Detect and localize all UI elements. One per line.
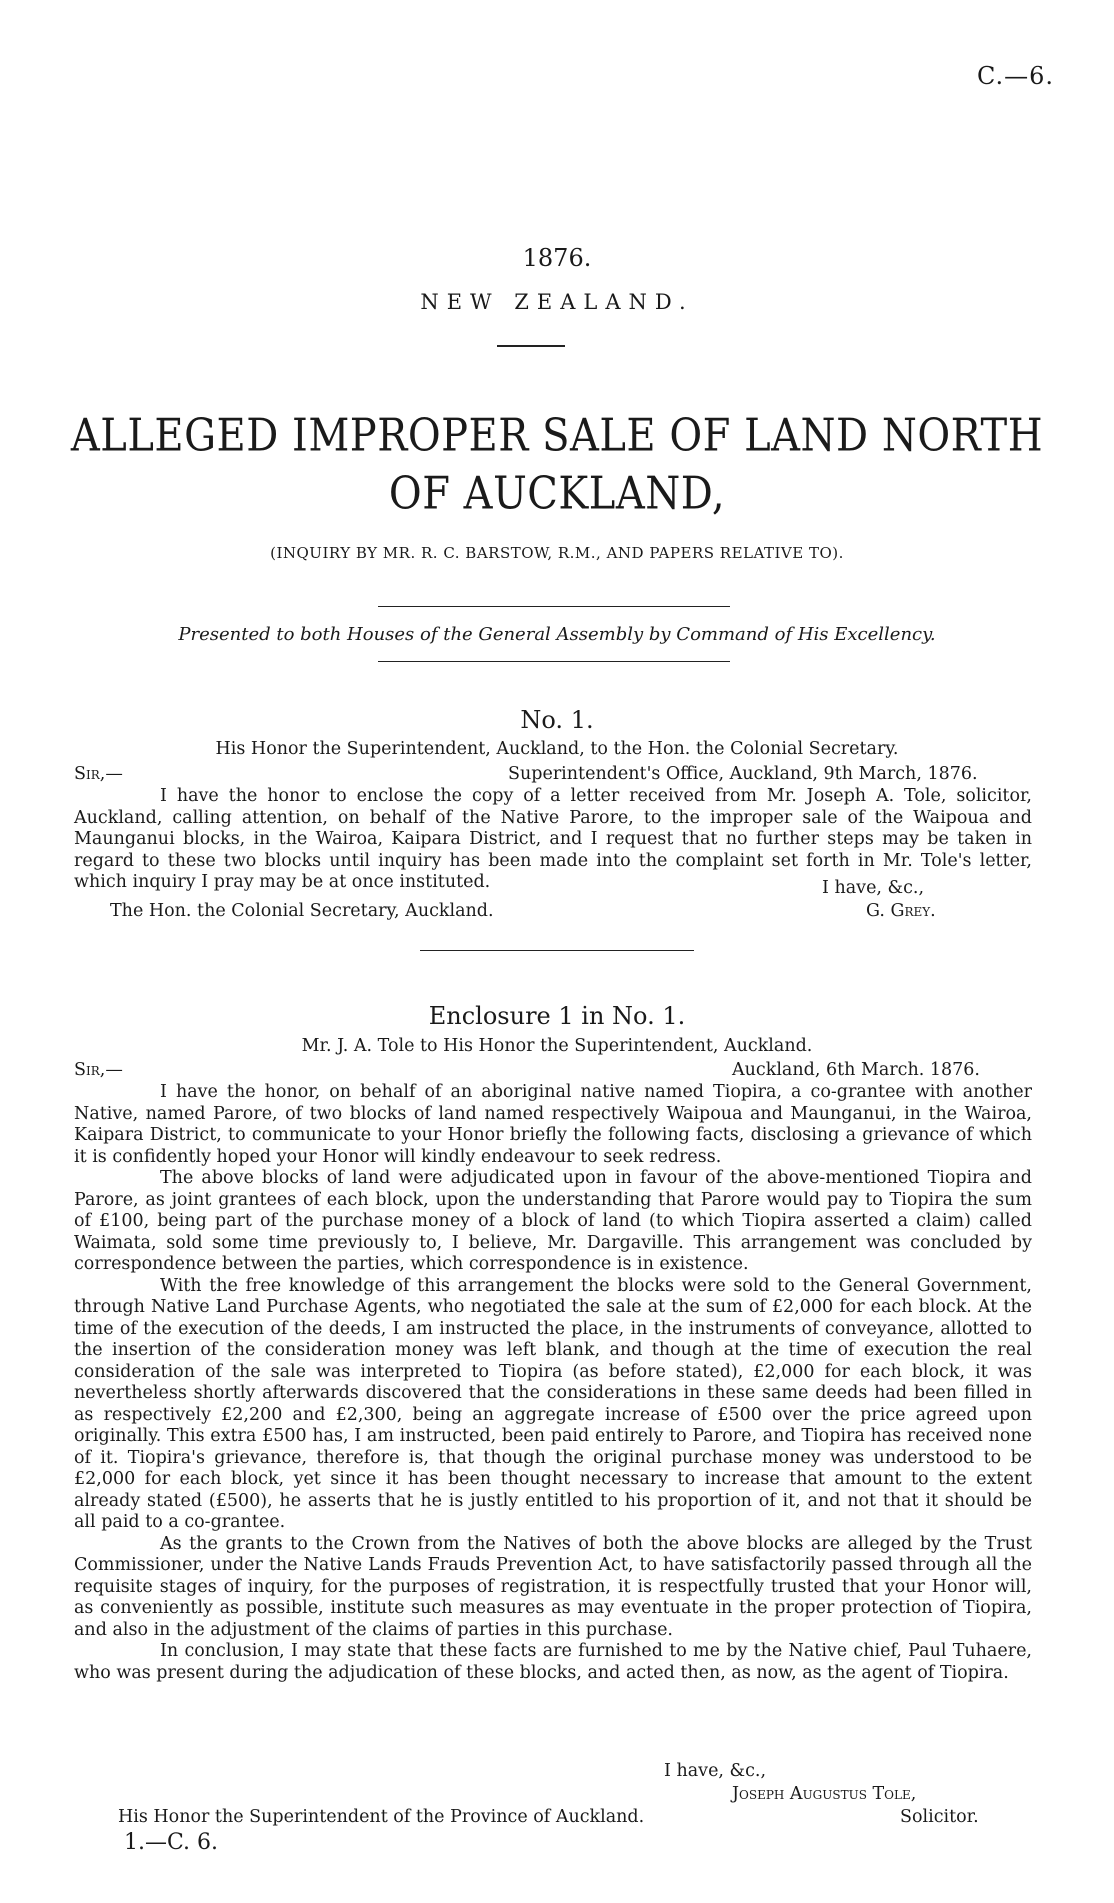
- page-reference: 1.—C. 6.: [124, 1830, 219, 1855]
- enclosure-dateline: Auckland, 6th March. 1876.: [732, 1060, 980, 1080]
- enclosure-signature-name: Joseph Augustus Tole,: [732, 1784, 917, 1804]
- no1-closing: I have, &c.,: [822, 878, 925, 898]
- rule-below-presented: [378, 661, 730, 662]
- doc-reference: C.—6.: [976, 62, 1054, 90]
- no1-from-to: His Honor the Superintendent, Auckland, to the Hon. the Colonial Secretary.: [215, 739, 899, 759]
- title-line-2: OF AUCKLAND,: [388, 468, 726, 520]
- enclosure-signature-title: Solicitor.: [900, 1807, 979, 1827]
- enclosure-paragraph-3: With the free knowledge of this arrangement the blocks were sold to the General Government, through Native Land Purchase Agents, who negotiated the sale at the sum of £2,000 for each block. At the time of the execution of the deeds, I am instructed the place, in the instruments of conveyance, allotted to the insertion of the consideration money was left blank, and though at the time of execution the real consideration of the sale was interpreted to Tiopira (as before stated), £2,000 for each block, it was nevertheless shortly afterwards discovered that the considerations in these same deeds had been filled in as respectively £2,200 and £2,300, being an aggregate increase of £500 over the price agreed upon originally. This extra £500 has, I am instructed, been paid entirely to Parore, and Tiopira has received none of it. Tiopira's grievance, therefore is, that though the original purchase money was understood to be £2,000 for each block, yet since it has been thought necessary to increase that amount to the extent already stated (£500), he asserts that he is justly entitled to his proportion of it, and not that it should be all paid to a co-grantee.: [74, 1275, 1032, 1532]
- enclosure-heading: Enclosure 1 in No. 1.: [428, 1002, 686, 1030]
- enclosure-paragraph-2: The above blocks of land were adjudicated upon in favour of the above-mentioned Tiopira and Parore, as joint grantees of each block, upon the understanding that Parore would pay to Tiopira the sum of £100, being part of the purchase money of a block of land (to which Tiopira asserted a claim) called Waimata, sold some time previously to, I believe, Mr. Dargaville. This arrangement was concluded by correspondence between the parties, which correspondence is in existence.: [74, 1168, 1032, 1274]
- rule-before-enclosure: [420, 950, 694, 951]
- no1-salutation: Sir,—: [74, 764, 123, 784]
- enclosure-paragraph-4: As the grants to the Crown from the Natives of both the above blocks are alleged by the Trust Commissioner, under the Native Lands Frauds Prevention Act, to have satisfactorily passed through all the requisite stages of inquiry, for the purposes of registration, it is respectfully trusted that your Honor will, as conveniently as possible, institute such measures as may eventuate in the proper protection of Tiopira, and also in the adjustment of the claims of parties in this purchase.: [74, 1533, 1032, 1640]
- no1-addressee: The Hon. the Colonial Secretary, Auckland.: [110, 901, 494, 921]
- enclosure-paragraph-1: I have the honor, on behalf of an aboriginal native named Tiopira, a co-grantee with another Native, named Parore, of two blocks of land named respectively Waipoua and Maunganui, in the Wairoa, Kaipara District, to communicate to your Honor briefly the following facts, disclosing a grievance of which it is confidently hoped your Honor will kindly endeavour to seek redress.: [74, 1082, 1032, 1167]
- no1-signature: G. Grey.: [866, 901, 936, 921]
- enclosure-salutation: Sir,—: [74, 1060, 123, 1080]
- title-line-1: ALLEGED IMPROPER SALE OF LAND NORTH: [70, 410, 1044, 462]
- year: 1876.: [522, 244, 592, 272]
- rule-above-presented: [378, 606, 730, 607]
- no1-dateline: Superintendent's Office, Auckland, 9th March, 1876.: [508, 764, 978, 784]
- enclosure-from-to: Mr. J. A. Tole to His Honor the Superintendent, Auckland.: [301, 1036, 813, 1056]
- no1-heading: No. 1.: [520, 706, 594, 734]
- enclosure-addressee: His Honor the Superintendent of the Province of Auckland.: [118, 1807, 645, 1827]
- short-rule: [497, 345, 565, 347]
- country: NEW ZEALAND.: [420, 290, 694, 314]
- subtitle: (INQUIRY BY MR. R. C. BARSTOW, R.M., AND PAPERS RELATIVE TO).: [270, 544, 844, 562]
- enclosure-closing: I have, &c.,: [664, 1761, 767, 1781]
- no1-body-paragraph: I have the honor to enclose the copy of a letter received from Mr. Joseph A. Tole, solicitor, Auckland, calling attention, on behalf of the Native Parore, to the improper sale of the Waipoua and Maunganui blocks, in the Wairoa, Kaipara District, and I request that no further steps may be taken in regard to these two blocks until inquiry has been made into the complaint set forth in Mr. Tole's letter, which inquiry I pray may be at once instituted.: [74, 786, 1032, 892]
- presented-line: Presented to both Houses of the General Assembly by Command of His Excellency.: [178, 624, 936, 645]
- enclosure-paragraph-5: In conclusion, I may state that these facts are furnished to me by the Native chief, Paul Tuhaere, who was present during the adjudication of these blocks, and acted then, as now, as the agent of Tiopira.: [74, 1641, 1032, 1683]
- enclosure-body: [74, 1082, 1032, 1684]
